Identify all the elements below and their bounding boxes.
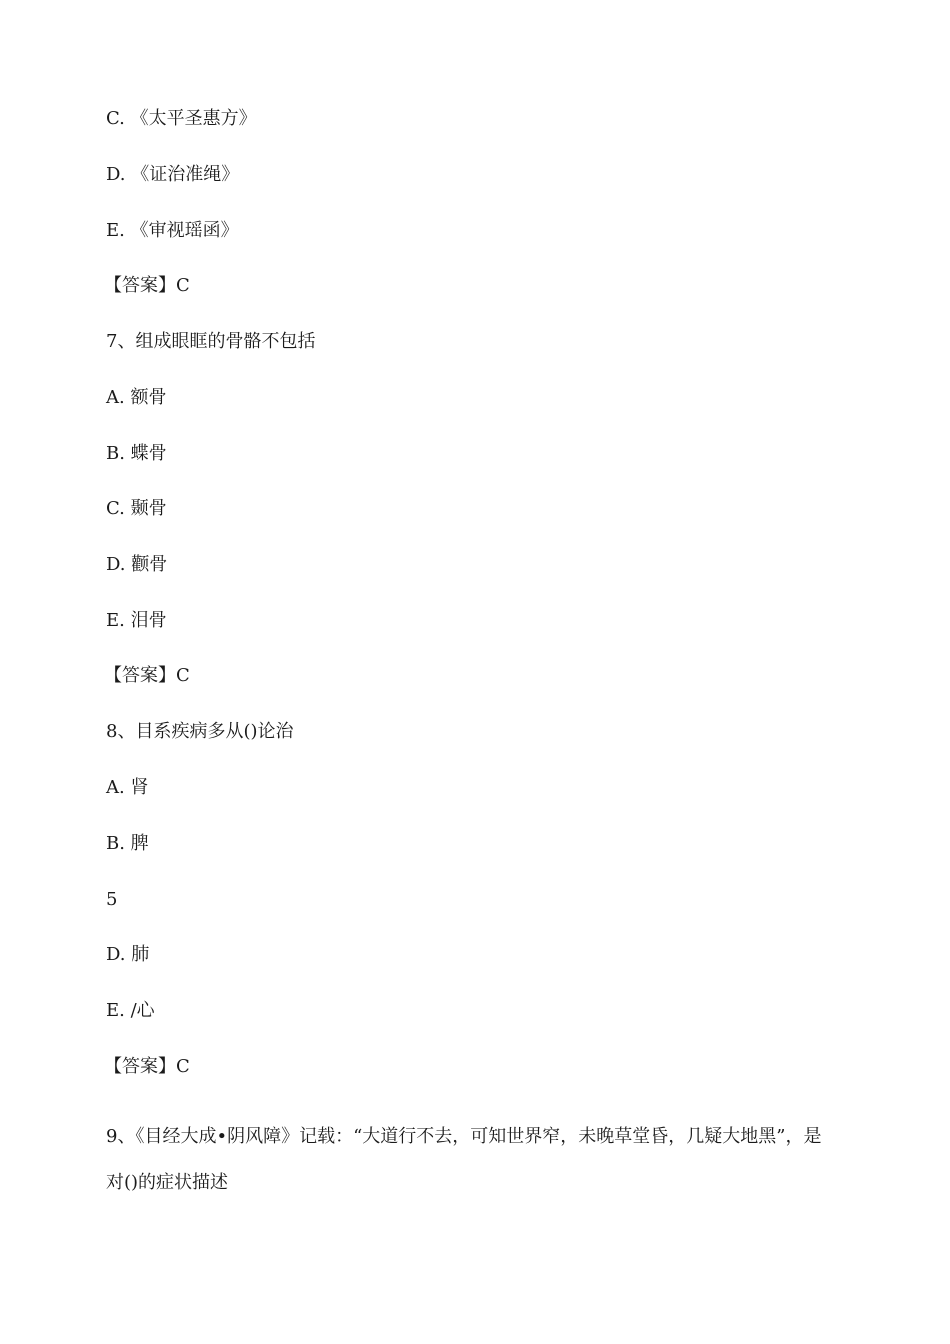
option-c: C. 颞骨 xyxy=(106,498,167,519)
page-number: 5 xyxy=(106,889,118,910)
question-9: 9、《目经大成•阴风障》记载：“大道行不去，可知世界窄，未晚草堂昏，几疑大地黑”，是对()的症状描述 xyxy=(106,1126,822,1193)
option-d: D. 肺 xyxy=(106,944,150,965)
option-b: B. 蝶骨 xyxy=(106,443,167,464)
option-d: D. 颧骨 xyxy=(106,554,168,575)
option-a: A. 额骨 xyxy=(106,387,167,408)
option-e: E. 《审视瑶函》 xyxy=(106,220,239,241)
question-7: 7、组成眼眶的骨骼不包括 xyxy=(106,331,316,352)
answer-label: 【答案】C xyxy=(104,275,190,296)
option-e: E. /心 xyxy=(106,1000,155,1021)
option-a: A. 肾 xyxy=(106,777,149,798)
option-d: D. 《证治准绳》 xyxy=(106,164,240,185)
answer-label: 【答案】C xyxy=(104,665,190,686)
option-c: C. 《太平圣惠方》 xyxy=(106,108,257,129)
answer-label: 【答案】C xyxy=(104,1056,190,1077)
option-b: B. 脾 xyxy=(106,833,149,854)
question-8: 8、目系疾病多从()论治 xyxy=(106,721,294,742)
option-e: E. 泪骨 xyxy=(106,610,167,631)
